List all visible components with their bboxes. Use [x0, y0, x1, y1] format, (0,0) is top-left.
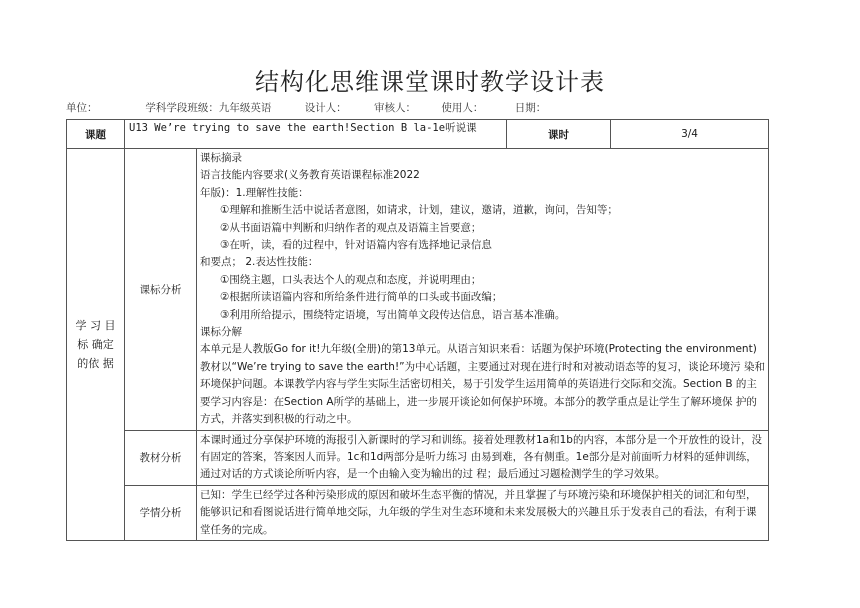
side-label-line: 标 确定 — [77, 337, 114, 351]
textbook-label: 教材分析 — [125, 430, 197, 485]
learner-label: 学情分析 — [125, 485, 197, 540]
meta-reviewer: 审核人： — [374, 102, 417, 114]
objective-basis-label — [67, 149, 125, 541]
side-label-line: 的依 据 — [77, 356, 114, 370]
textbook-content — [197, 430, 769, 485]
meta-date: 日期： — [514, 102, 547, 114]
topic-row — [67, 120, 769, 149]
textbook-text: 本课时通过分享保护环境的海报引入新课时的学习和训练。接着处理教材1a和1b的内容，本部分是一个开放性的设计，没有固定的答案，答案因人而异。1c和1d两部分是听力练习 由易到难，各有侧重。1e部分是对前面听力材料的延伸训练，通过对话的方式谈论所听内容，是一个由输入变为输出的过 程；最后通过习题检测学生的学习效果。 — [200, 433, 762, 481]
page-title: 结构化思维课堂课时教学设计表 — [255, 68, 605, 96]
digest-title: 课标摘录 — [200, 152, 242, 164]
analysis-text: 本单元是人教版Go for it!九年级(全册)的第13单元。从语言知识来看：话题为保护环境(Protecting the environment) 教材以“We’re trying to save the earth!”为中心话题，主要通过对现在进行时和对被动语态等的复习，谈论环境污 染和环境保护问题。本课教学内容与学生实际生活密切相关，易于引发学生运用简单的英语进行交际和交流。Section B 的主要学习内容是：在Section A所学的基础上，进一步展开谈论如何保护环境。本部分的教学重点是让学生了解环境保 护的方式，并落实到积极的行动之中。 — [200, 343, 765, 426]
digest-line: ①围绕主题，口头表达个人的观点和态度，并说明理由； — [220, 273, 482, 286]
side-label-line: 学 习 目 — [75, 318, 116, 332]
lesson-design-table — [66, 119, 769, 541]
meta-grade: 学科学段班级：九年级英语 — [145, 102, 272, 114]
learner-text: 已知：学生已经学过各种污染形成的原因和破坏生态平衡的情况，并且掌握了与环境污染和环境保护相关的词汇和句型， 能够识记和看图说话进行简单地交际，九年级的学生对生态环境和未来发展极大的兴趣且乐于发表自己的看法，有利于课 堂任务的完成。 — [200, 488, 757, 536]
meta-line — [66, 100, 546, 115]
period-value: 3/4 — [611, 120, 769, 149]
learner-row — [67, 485, 769, 540]
digest-line: 和要点； 2.表达性技能： — [200, 256, 319, 269]
digest-line: ②从书面语篇中判断和归纳作者的观点及语篇主旨要意； — [220, 221, 482, 234]
digest-line: 年版)：1.理解性技能： — [200, 186, 309, 199]
curriculum-row — [67, 149, 769, 431]
digest-line: 语言技能内容要求(义务教育英语课程标准2022 — [200, 169, 420, 182]
meta-user: 使用人： — [441, 102, 484, 114]
topic-value: U13 We’re trying to save the earth!Section B la-1e听说课 — [125, 120, 507, 149]
meta-designer: 设计人： — [304, 102, 347, 114]
digest-line: ③利用所给提示，围绕特定语境，写出简单文段传达信息，语言基本准确。 — [220, 308, 566, 321]
digest-line: ③在听，读，看的过程中，针对语篇内容有选择地记录信息 — [220, 239, 492, 252]
learner-content — [197, 485, 769, 540]
digest-line: ②根据所读语篇内容和所给条件进行简单的口头或书面改编； — [220, 291, 503, 304]
textbook-row — [67, 430, 769, 485]
digest-line: ①理解和推断生活中说话者意图，如请求，计划，建议，邀请，道歉，询问，告知等； — [220, 204, 618, 217]
topic-label: 课题 — [67, 120, 125, 149]
curriculum-label: 课标分析 — [125, 149, 197, 431]
meta-unit: 单位： — [66, 102, 98, 114]
analysis-title: 课标分解 — [200, 326, 242, 339]
curriculum-content — [197, 149, 769, 431]
period-label: 课时 — [507, 120, 611, 149]
